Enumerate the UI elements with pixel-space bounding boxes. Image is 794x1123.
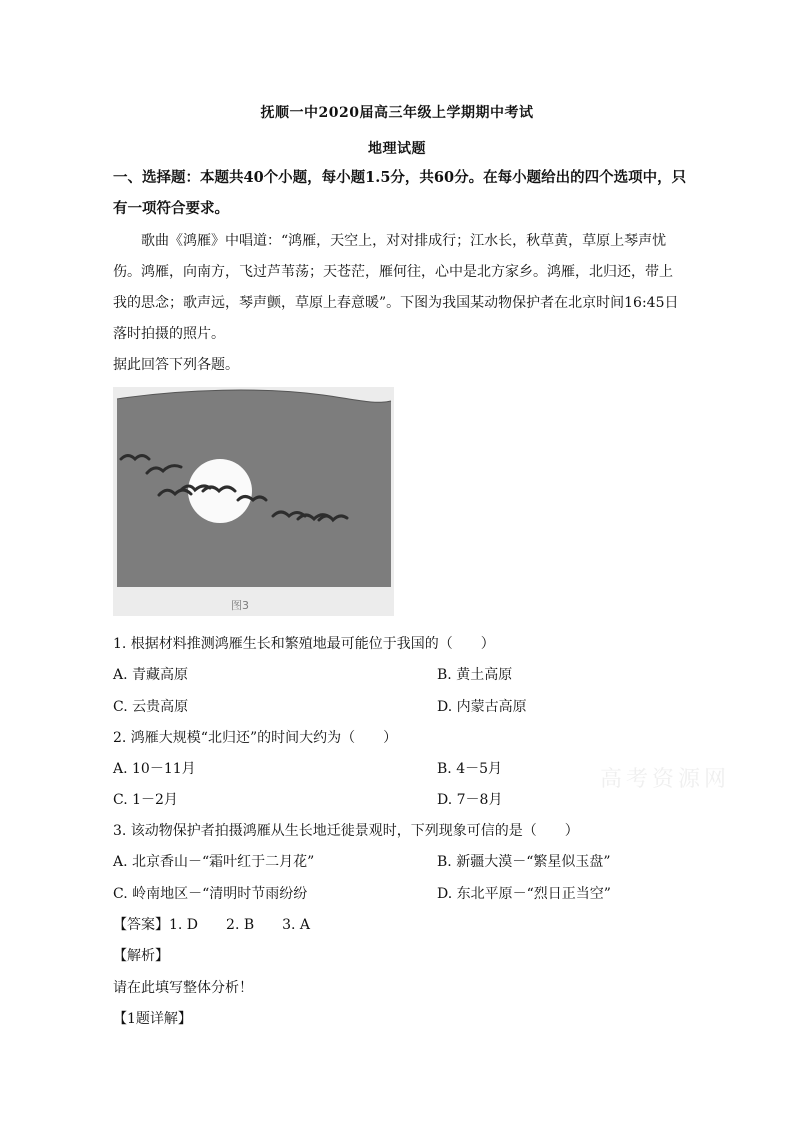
question-1-option-d: D. 内蒙古高原 xyxy=(437,699,527,715)
geese-photo-figure xyxy=(113,387,394,616)
question-3-stem: 3. 该动物保护者拍摄鸿雁从生长地迁徙景观时，下列现象可信的是（ ） xyxy=(113,823,579,839)
material-prompt: 据此回答下列各题。 xyxy=(113,357,239,373)
question-1-option-c: C. 云贵高原 xyxy=(113,699,189,715)
analysis-label: 【解析】 xyxy=(113,948,169,964)
geese-flying-sunset-photo-icon xyxy=(113,387,394,616)
question-1-detail-label: 【1题详解】 xyxy=(113,1011,192,1027)
section-heading-line1: 一、选择题：本题共40个小题，每小题1.5分，共60分。在每小题给出的四个选项中，只 xyxy=(113,169,687,186)
question-1-option-a: A. 青藏高原 xyxy=(113,667,189,683)
question-2-option-d: D. 7－8月 xyxy=(437,792,503,808)
question-1-stem: 1. 根据材料推测鸿雁生长和繁殖地最可能位于我国的（ ） xyxy=(113,636,495,652)
material-line-1: 歌曲《鸿雁》中唱道：“鸿雁，天空上，对对排成行；江水长，秋草黄，草原上琴声忧 xyxy=(113,233,667,249)
material-line-2: 伤。鸿雁，向南方，飞过芦苇荡；天苍茫，雁何往，心中是北方家乡。鸿雁，北归还，带上 xyxy=(113,264,673,280)
answer-line: 【答案】1. D 2. B 3. A xyxy=(113,917,311,933)
material-line-3: 我的思念；歌声远，琴声颤，草原上春意暖”。下图为我国某动物保护者在北京时间16:45日 xyxy=(113,295,679,311)
question-2-option-a: A. 10－11月 xyxy=(113,761,196,777)
question-3-option-b: B. 新疆大漠－“繁星似玉盘” xyxy=(437,854,611,870)
question-2-stem: 2. 鸿雁大规模“北归还”的时间大约为（ ） xyxy=(113,730,398,746)
question-3-option-c: C. 岭南地区－“清明时节雨纷纷 xyxy=(113,886,308,902)
analysis-text: 请在此填写整体分析！ xyxy=(113,980,253,996)
question-3-option-a: A. 北京香山－“霜叶红于二月花” xyxy=(113,854,315,870)
question-2-option-b: B. 4－5月 xyxy=(437,761,503,777)
watermark: 高考资源网 xyxy=(600,767,731,792)
section-heading-line2: 有一项符合要求。 xyxy=(113,200,229,217)
figure-caption: 图3 xyxy=(231,599,249,612)
question-3-option-d: D. 东北平原－“烈日正当空” xyxy=(437,886,611,902)
question-1-option-b: B. 黄土高原 xyxy=(437,667,513,683)
question-2-option-c: C. 1－2月 xyxy=(113,792,178,808)
exam-subtitle: 地理试题 xyxy=(368,141,426,157)
material-line-4: 落时拍摄的照片。 xyxy=(113,326,225,342)
exam-title: 抚顺一中2020届高三年级上学期期中考试 xyxy=(260,105,534,121)
